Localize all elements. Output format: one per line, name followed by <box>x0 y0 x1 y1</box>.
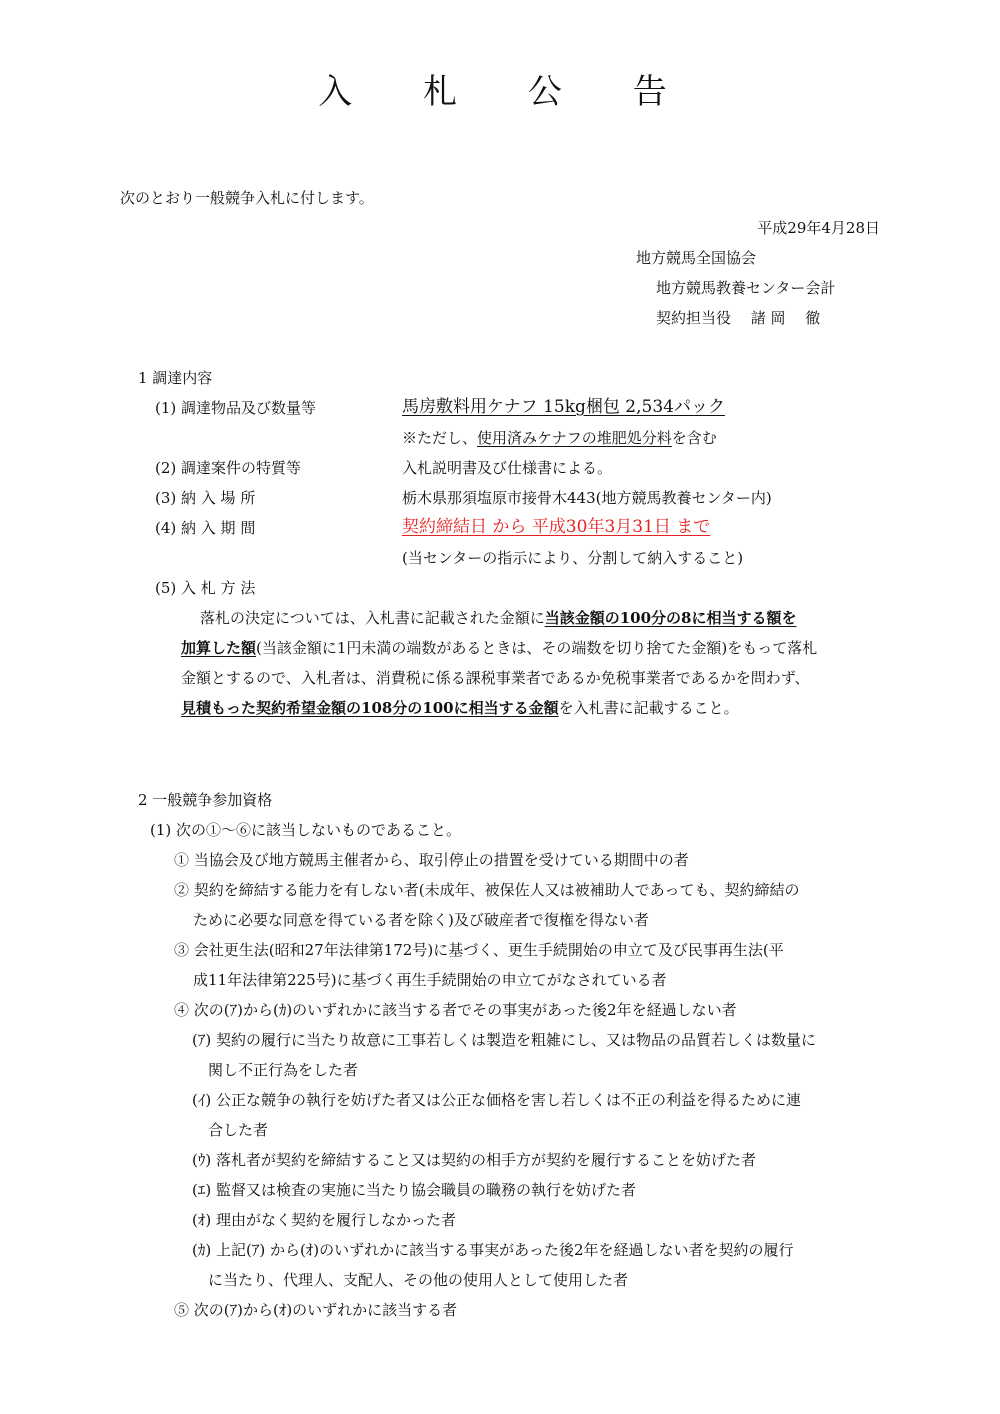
sub-i-line-2: 合した者 <box>208 1121 269 1139</box>
item-2-value: 入札説明書及び仕様書による。 <box>402 459 613 477</box>
condition-5: ⑤ 次の(ｱ)から(ｵ)のいずれかに該当する者 <box>174 1301 458 1319</box>
item-3-value: 栃木県那須塩原市接骨木443(地方競馬教養センター内) <box>402 489 772 507</box>
item-5-line-3: 金額とするので、入札者は、消費税に係る課税事業者であるか免税事業者であるかを問わず、 <box>181 669 810 687</box>
page-title: 入 札 公 告 <box>318 72 697 112</box>
item-3-label: (3) 納 入 場 所 <box>155 489 256 507</box>
sub-e: (ｴ) 監督又は検査の実施に当たり協会職員の職務の執行を妨げた者 <box>192 1181 636 1199</box>
sub-u: (ｳ) 落札者が契約を締結すること又は契約の相手方が契約を履行することを妨げた者 <box>192 1151 756 1169</box>
condition-1: ① 当協会及び地方競馬主催者から、取引停止の措置を受けている期間中の者 <box>174 851 689 869</box>
item-5-line-4: 見積もった契約希望金額の108分の100に相当する金額を入札書に記載すること。 <box>181 699 739 717</box>
item-4-value: 契約締結日 から 平成30年3月31日 まで <box>402 517 711 537</box>
item-2-label: (2) 調達案件の特質等 <box>155 459 302 477</box>
sub-o: (ｵ) 理由がなく契約を履行しなかった者 <box>192 1211 456 1229</box>
sub-1-heading: (1) 次の①～⑥に該当しないものであること。 <box>150 821 462 839</box>
item-1-value: 馬房敷料用ケナフ 15kg梱包 2,534パック <box>402 397 725 417</box>
sub-ka-line-1: (ｶ) 上記(ｱ) から(ｵ)のいずれかに該当する事実があった後2年を経過しない者を契約の履行 <box>192 1241 794 1259</box>
condition-3-line-2: 成11年法律第225号)に基づく再生手続開始の申立てがなされている者 <box>193 971 667 989</box>
sub-ka-line-2: に当たり、代理人、支配人、その他の使用人として使用した者 <box>208 1271 629 1289</box>
issuer-org: 地方競馬全国協会 <box>636 249 757 267</box>
section-2-heading: 2 一般競争参加資格 <box>138 791 273 809</box>
item-5-line-1: 落札の決定については、入札書に記載された金額に当該金額の100分の8に相当する額を <box>200 609 797 627</box>
condition-3-line-1: ③ 会社更生法(昭和27年法律第172号)に基づく、更生手続開始の申立て及び民事再生法(平 <box>174 941 784 959</box>
issue-date: 平成29年4月28日 <box>757 219 880 237</box>
section-1-heading: 1 調達内容 <box>138 369 213 387</box>
issuer-dept: 地方競馬教養センター会計 <box>656 279 836 297</box>
item-4-label: (4) 納 入 期 間 <box>155 519 256 537</box>
item-4-note: (当センターの指示により、分割して納入すること) <box>402 549 744 567</box>
item-5-label: (5) 入 札 方 法 <box>155 579 256 597</box>
item-1-note: ※ただし、使用済みケナフの堆肥処分料を含む <box>402 429 717 447</box>
issuer-person: 契約担当役 諸 岡 徹 <box>656 309 821 327</box>
sub-a-line-1: (ｱ) 契約の履行に当たり故意に工事若しくは製造を粗雑にし、又は物品の品質若しくは数量に <box>192 1031 816 1049</box>
item-5-line-2: 加算した額(当該金額に1円未満の端数があるときは、その端数を切り捨てた金額)をもって落札 <box>181 639 818 657</box>
intro-text: 次のとおり一般競争入札に付します。 <box>120 189 374 207</box>
condition-2-line-1: ② 契約を締結する能力を有しない者(未成年、被保佐人又は被補助人であっても、契約締結の <box>174 881 800 899</box>
sub-i-line-1: (ｲ) 公正な競争の執行を妨げた者又は公正な価格を害し若しくは不正の利益を得るために連 <box>192 1091 801 1109</box>
item-1-label: (1) 調達物品及び数量等 <box>155 399 317 417</box>
condition-2-line-2: ために必要な同意を得ている者を除く)及び破産者で復権を得ない者 <box>193 911 649 929</box>
condition-4: ④ 次の(ｱ)から(ｶ)のいずれかに該当する者でその事実があった後2年を経過しない者 <box>174 1001 737 1019</box>
sub-a-line-2: 関し不正行為をした者 <box>208 1061 359 1079</box>
item-1-note-underlined: 使用済みケナフの堆肥処分料 <box>477 429 672 447</box>
